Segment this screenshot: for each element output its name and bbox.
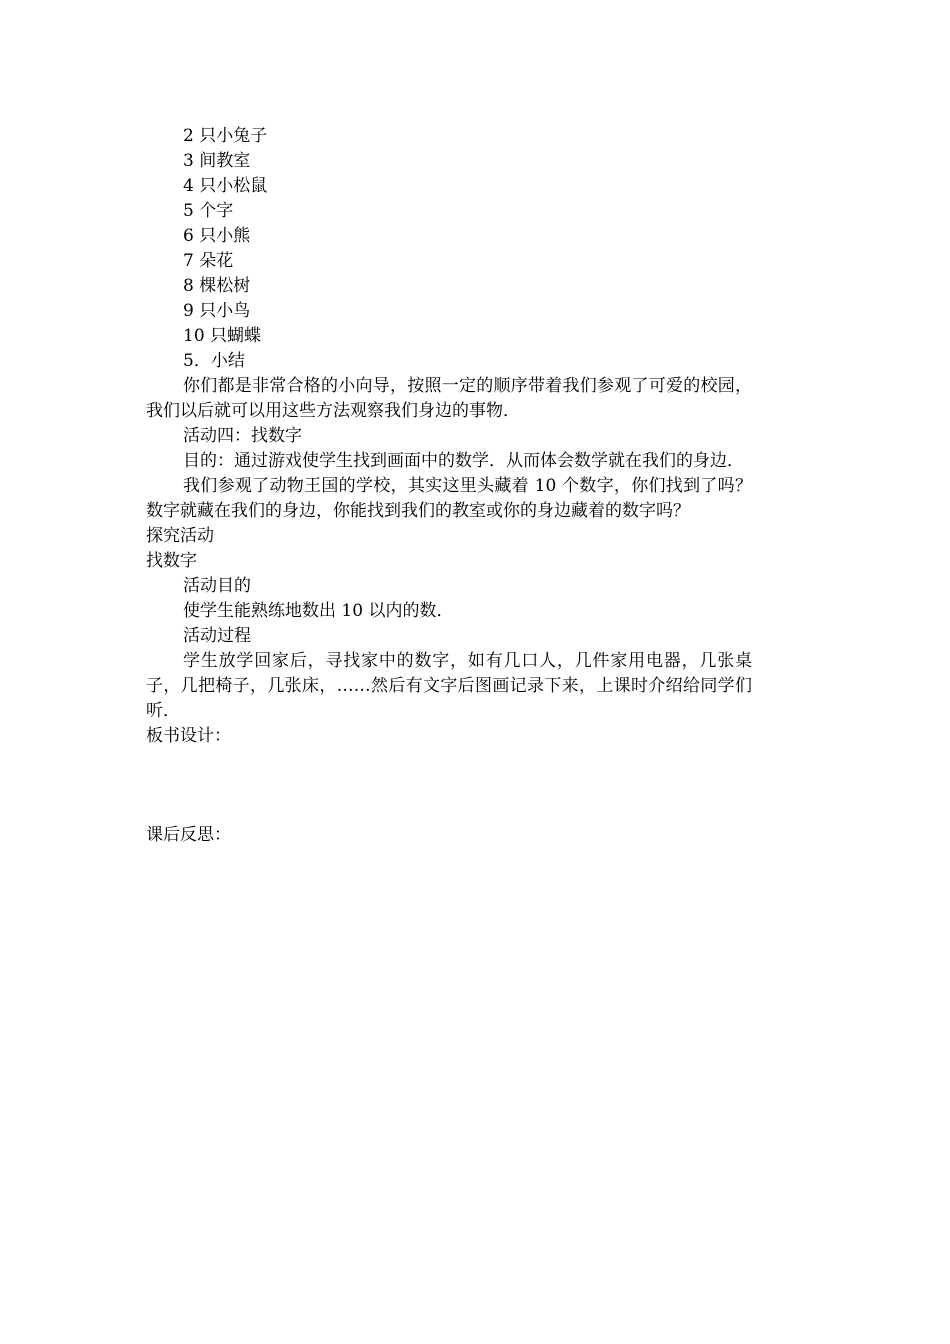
- list-item: 9 只小鸟: [183, 301, 251, 321]
- activity4-goal: 目的：通过游戏使学生找到画面中的数学．从而体会数学就在我们的身边．: [183, 451, 744, 471]
- list-item: 7 朵花: [183, 251, 234, 271]
- explore-title: 找数字: [146, 551, 197, 571]
- activity4-paragraph: 我们参观了动物王国的学校，其实这里头藏着 10 个数字，你们找到了吗？数字就藏在我们的身边，你能找到我们的教室或你的身边藏着的数字吗？: [146, 476, 752, 521]
- explore-process-label: 活动过程: [183, 626, 251, 646]
- board-design-label: 板书设计：: [146, 726, 231, 746]
- explore-heading: 探究活动: [146, 526, 214, 546]
- explore-goal-text: 使学生能熟练地数出 10 以内的数．: [183, 601, 454, 621]
- summary-paragraph: 你们都是非常合格的小向导，按照一定的顺序带着我们参观了可爱的校园，我们以后就可以用这些方法观察我们身边的事物．: [146, 376, 752, 421]
- list-item: 6 只小熊: [183, 226, 251, 246]
- count-list: [146, 124, 752, 349]
- board-design-space: [146, 749, 752, 823]
- list-item: 3 间教室: [183, 151, 251, 171]
- list-item: 8 棵松树: [183, 276, 251, 296]
- list-item: 5 个字: [183, 201, 234, 221]
- activity4-heading: 活动四：找数字: [183, 426, 302, 446]
- list-item: 2 只小兔子: [183, 126, 268, 146]
- document-body: [146, 124, 752, 848]
- summary-heading: 5．小结: [183, 351, 245, 371]
- list-item: 10 只蝴蝶: [183, 326, 262, 346]
- explore-process-paragraph: 学生放学回家后，寻找家中的数字，如有几口人，几件家用电器，几张桌子，几把椅子，几张床，……然后有文字后图画记录下来，上课时介绍给同学们听．: [146, 651, 752, 721]
- explore-goal-label: 活动目的: [183, 576, 251, 596]
- list-item: 4 只小松鼠: [183, 176, 268, 196]
- reflection-label: 课后反思：: [146, 825, 231, 845]
